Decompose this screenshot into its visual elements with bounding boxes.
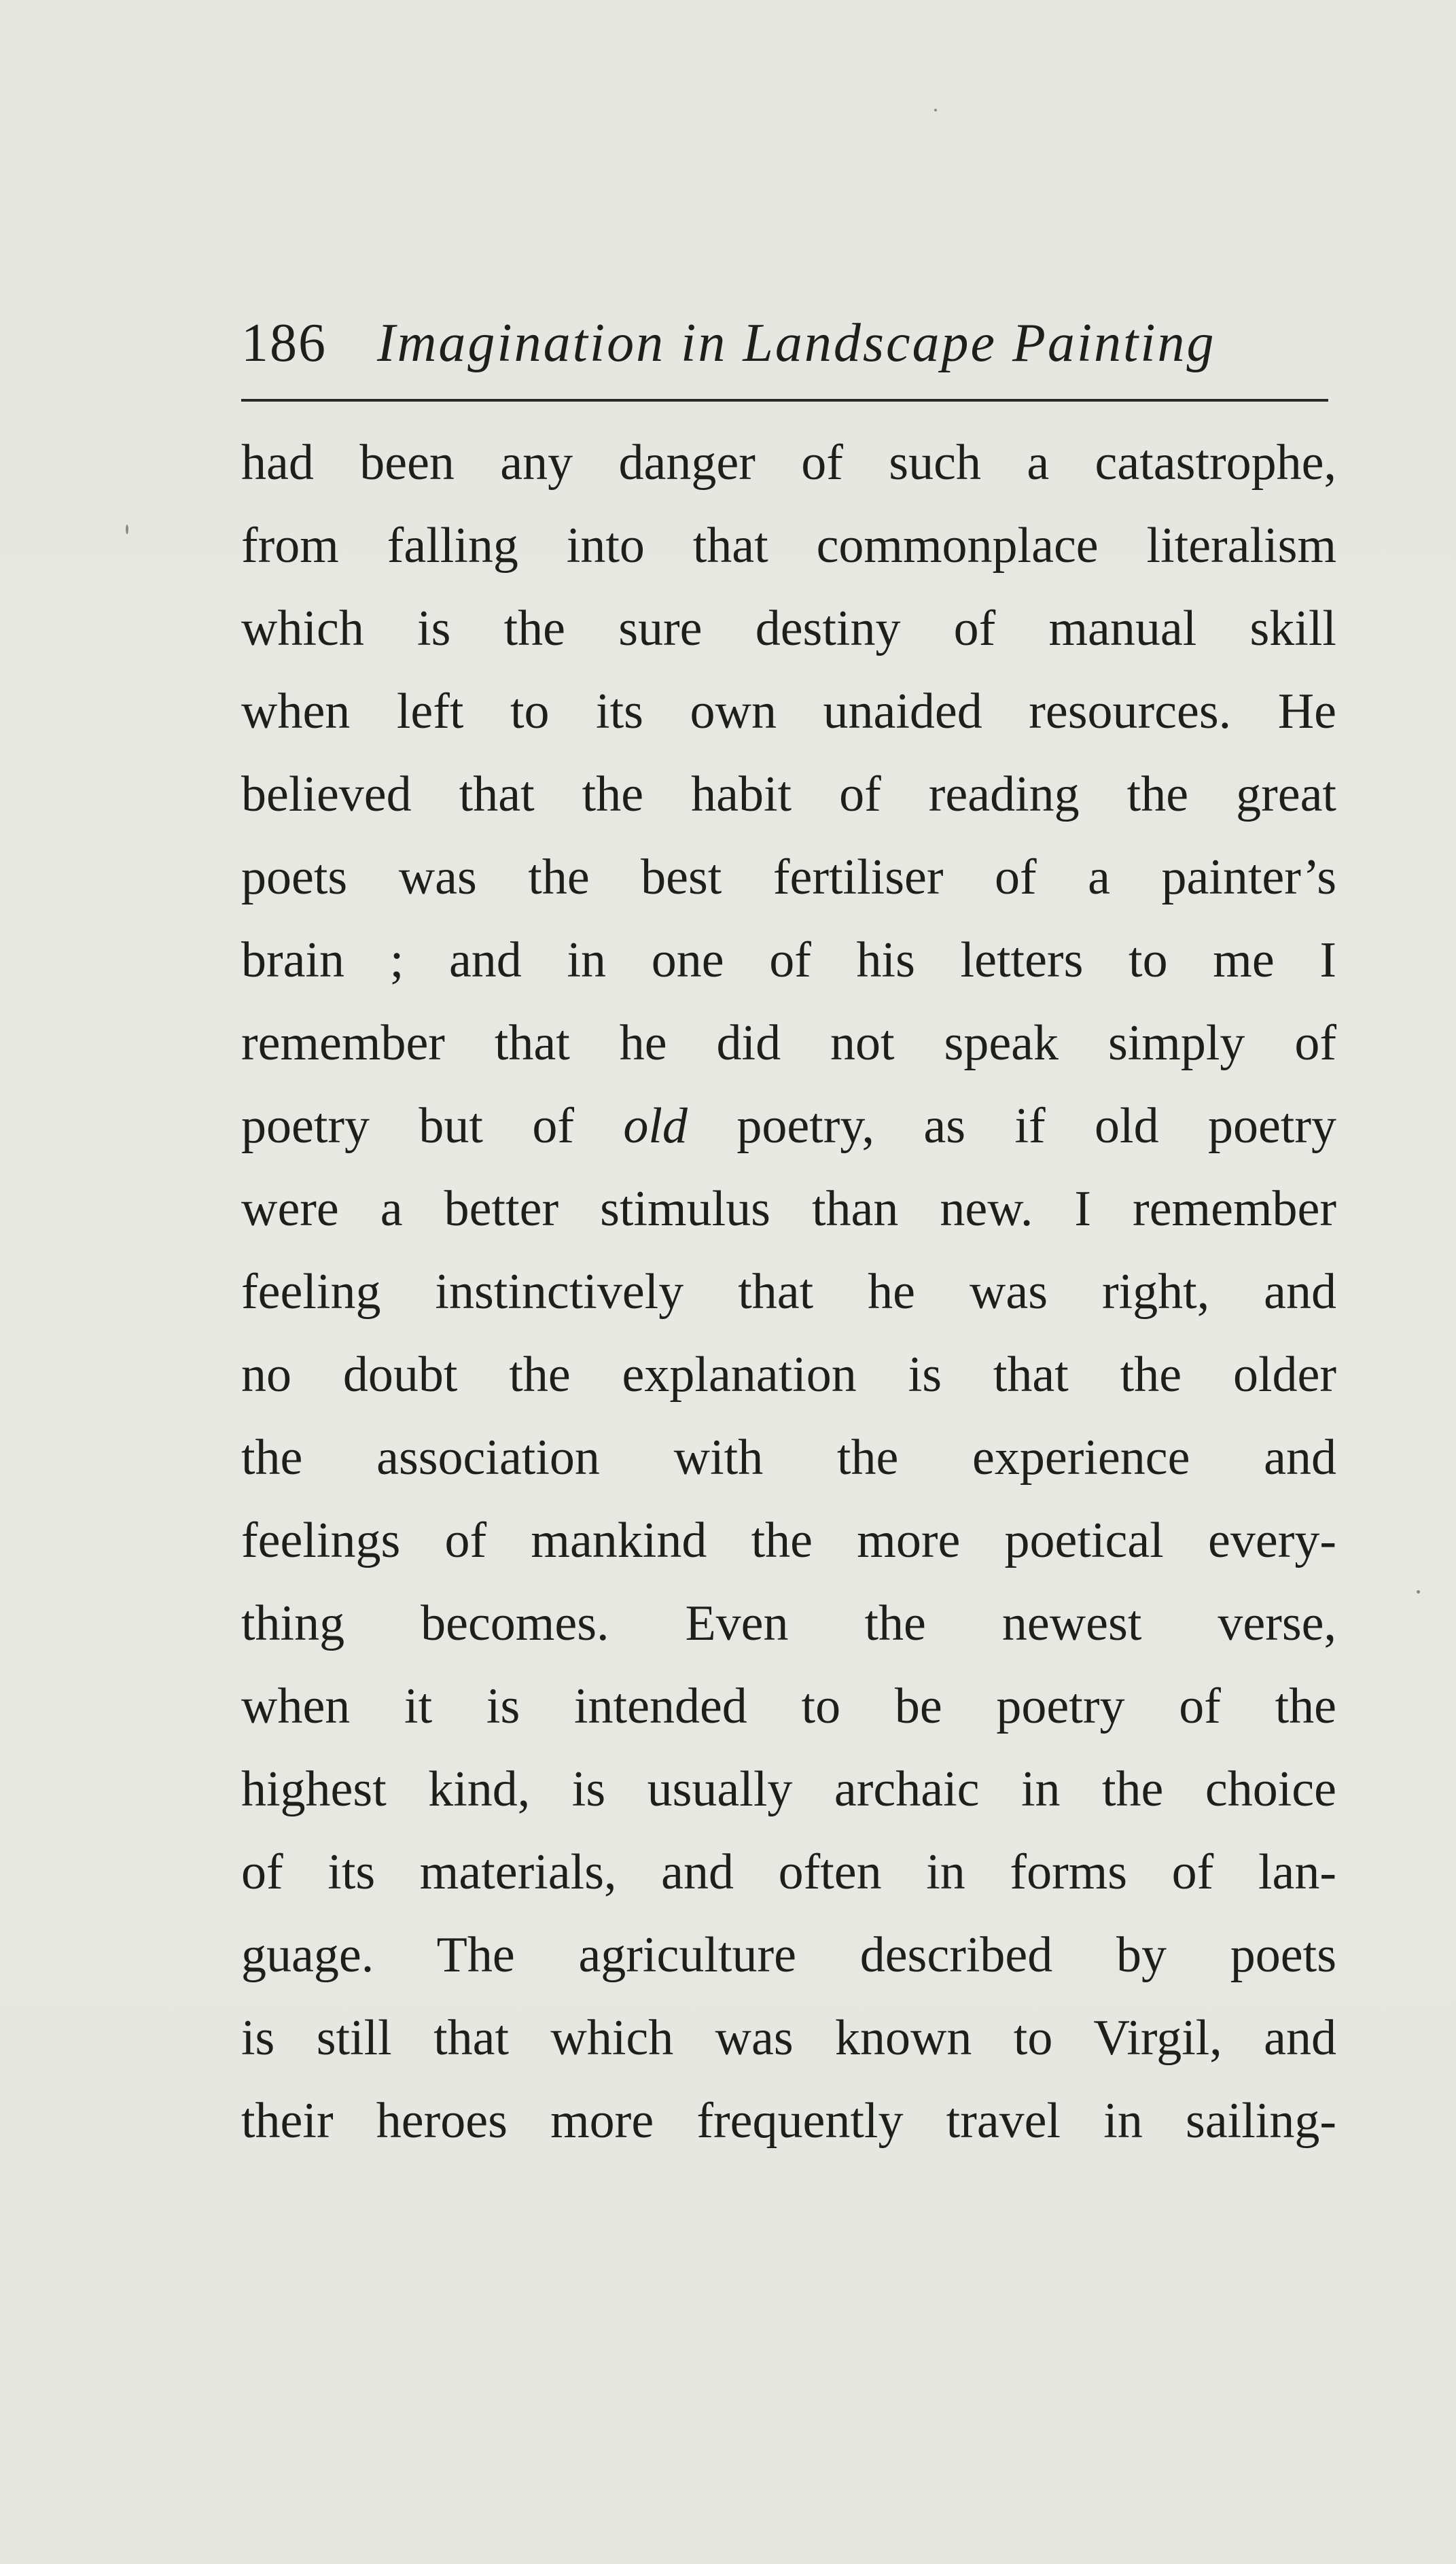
text-line: is still that which was known to Virgil, and [241,2010,1336,2066]
running-title: Imagination in Landscape Painting [377,313,1216,373]
text-line: highest kind, is usually archaic in the choice [241,1761,1336,1817]
text-line: remember that he did not speak simply of [241,1015,1336,1071]
text-line: when it is intended to be poetry of the [241,1679,1336,1734]
text-line: guage. The agriculture described by poets [241,1927,1336,1983]
text-line: brain ; and in one of his letters to me I [241,932,1336,988]
text-line: feelings of mankind the more poetical every- [241,1513,1336,1568]
paper-speck [126,525,128,534]
text-line: feeling instinctively that he was right, and [241,1264,1336,1320]
text-segment: poetry, as if old poetry [736,1098,1336,1154]
italic-word: old [623,1098,688,1154]
text-line: no doubt the explanation is that the older [241,1347,1336,1403]
paper-speck [934,109,937,111]
text-line: when left to its own unaided resources. He [241,684,1336,739]
text-line: of its materials, and often in forms of lan- [241,1844,1336,1900]
text-line: which is the sure destiny of manual skill [241,601,1336,656]
text-line-with-italic [241,1085,1336,1167]
text-line: poets was the best fertiliser of a painter’s [241,849,1336,905]
running-header [241,306,1328,381]
text-line: the association with the experience and [241,1430,1336,1486]
text-line: believed that the habit of reading the great [241,767,1336,822]
text-segment: poetry but of [241,1098,574,1154]
header-rule [241,399,1328,402]
text-line: had been any danger of such a catastrophe, [241,435,1336,491]
text-line: thing becomes. Even the newest verse, [241,1596,1336,1651]
text-line: from falling into that commonplace literalism [241,518,1336,574]
body-text [241,421,1336,2162]
paper-speck [1417,1590,1420,1594]
page-number: 186 [241,313,327,373]
text-line: their heroes more frequently travel in sailing- [241,2093,1336,2149]
text-line: were a better stimulus than new. I remember [241,1181,1336,1237]
